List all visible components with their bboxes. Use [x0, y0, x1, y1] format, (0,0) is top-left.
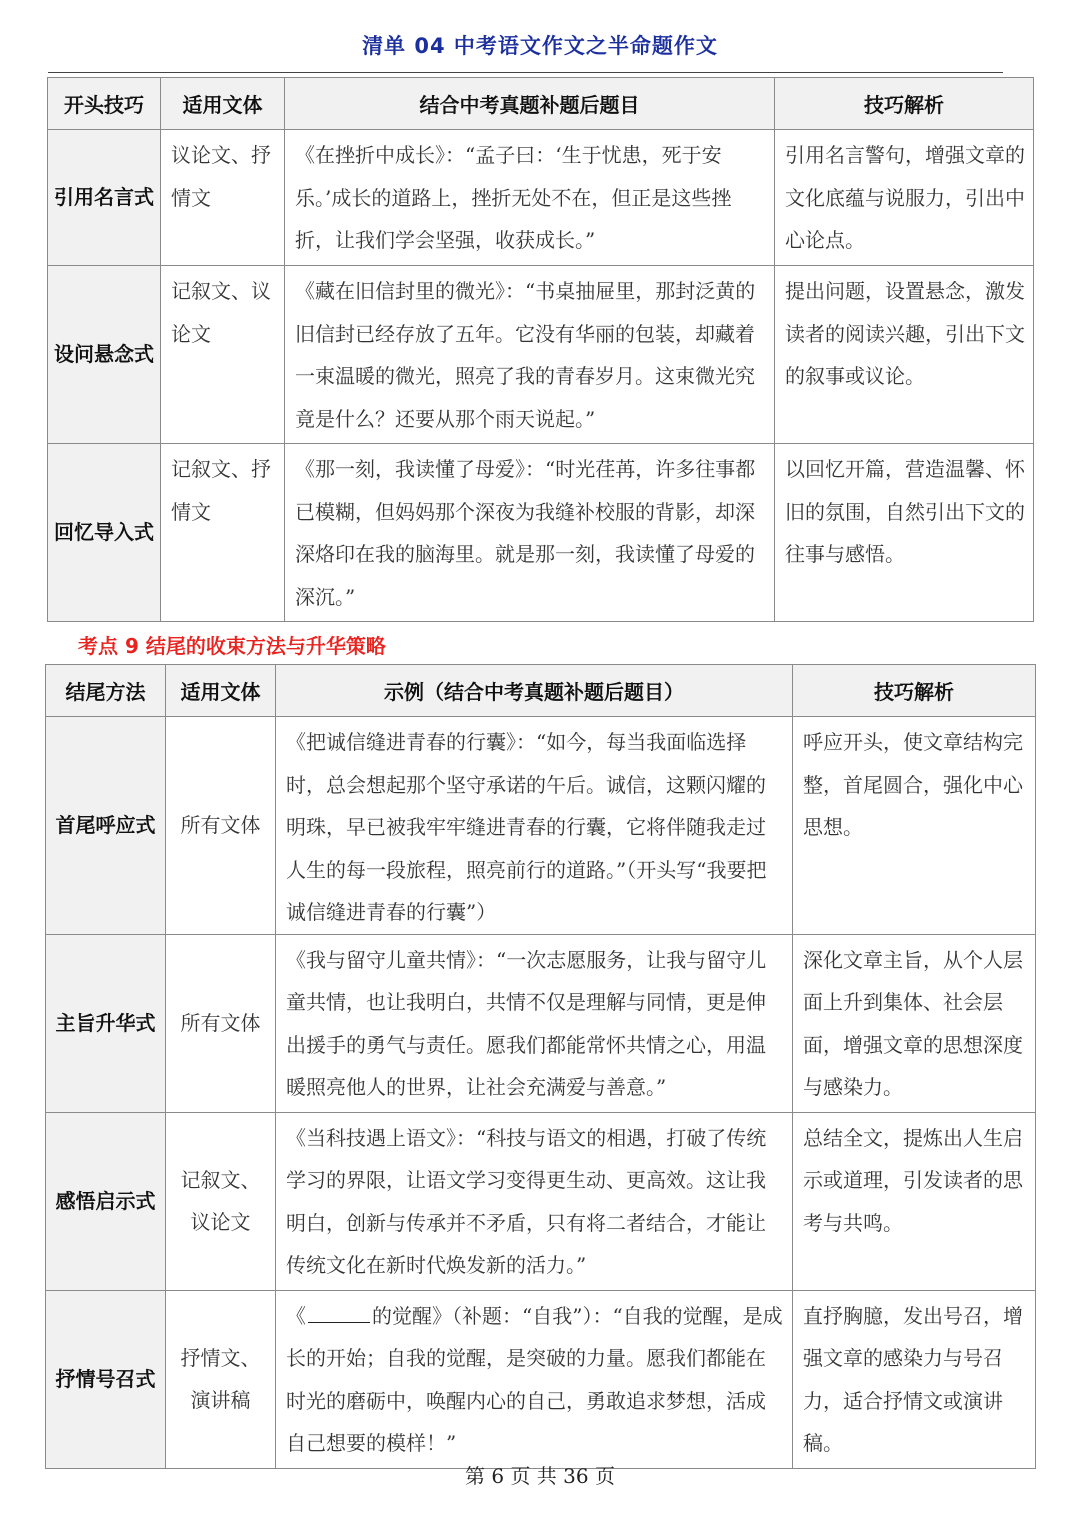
column-header: 适用文体: [166, 665, 276, 717]
genre-cell: 记叙文、抒情文: [161, 444, 285, 622]
column-header: 示例（结合中考真题补题后题目）: [276, 665, 793, 717]
example-cell: 《在挫折中成长》：“孟子曰：‘生于忧患，死于安乐。’成长的道路上，挫折无处不在，但正是这些挫折，让我们学会坚强，收获成长。”: [285, 130, 775, 266]
technique-name: 首尾呼应式: [46, 717, 166, 935]
technique-name: 抒情号召式: [46, 1290, 166, 1468]
page-number: 第 6 页 共 36 页: [465, 1464, 615, 1488]
genre-cell: 议论文、抒情文: [161, 130, 285, 266]
technique-name: 主旨升华式: [46, 934, 166, 1112]
table-header-row: [48, 78, 1034, 130]
genre-cell: 抒情文、演讲稿: [166, 1290, 276, 1468]
column-header: 适用文体: [161, 78, 285, 130]
example-cell: 《把诚信缝进青春的行囊》：“如今，每当我面临选择时，总会想起那个坚守承诺的午后。诚信，这颗闪耀的明珠，早已被我牢牢缝进青春的行囊，它将伴随我走过人生的每一段旅程，照亮前行的道路。”（开头写“我要把诚信缝进青春的行囊”）: [276, 717, 793, 935]
fill-in-blank: [308, 1300, 370, 1323]
genre-cell: 所有文体: [166, 934, 276, 1112]
table-row: [46, 1112, 1036, 1290]
column-header: 结合中考真题补题后题目: [285, 78, 775, 130]
analysis-cell: 深化文章主旨，从个人层面上升到集体、社会层面，增强文章的思想深度与感染力。: [793, 934, 1036, 1112]
technique-name: 设问悬念式: [48, 266, 161, 444]
table-row: [46, 717, 1036, 935]
page-title: 清单 04 中考语文作文之半命题作文: [362, 34, 718, 58]
example-cell: 《我与留守儿童共情》：“一次志愿服务，让我与留守儿童共情，也让我明白，共情不仅是理解与同情，更是伸出援手的勇气与责任。愿我们都能常怀共情之心，用温暖照亮他人的世界，让社会充满爱与善意。”: [276, 934, 793, 1112]
technique-name: 引用名言式: [48, 130, 161, 266]
example-prefix: 《: [286, 1303, 306, 1328]
analysis-cell: 呼应开头，使文章结构完整，首尾圆合，强化中心思想。: [793, 717, 1036, 935]
technique-name: 感悟启示式: [46, 1112, 166, 1290]
table-row: [46, 934, 1036, 1112]
column-header: 技巧解析: [775, 78, 1034, 130]
genre-cell: 记叙文、议论文: [161, 266, 285, 444]
genre-cell: 记叙文、议论文: [166, 1112, 276, 1290]
opening-techniques-table: [47, 77, 1034, 622]
table-row: [48, 130, 1034, 266]
example-cell: 《当科技遇上语文》：“科技与语文的相遇，打破了传统学习的界限，让语文学习变得更生动、更高效。这让我明白，创新与传承并不矛盾，只有将二者结合，才能让传统文化在新时代焕发新的活力。”: [276, 1112, 793, 1290]
ending-techniques-table: [45, 664, 1036, 1469]
table-header-row: [46, 665, 1036, 717]
section-heading: 考点 9 结尾的收束方法与升华策略: [78, 634, 386, 658]
example-cell: 《藏在旧信封里的微光》：“书桌抽屉里，那封泛黄的旧信封已经存放了五年。它没有华丽的包装，却藏着一束温暖的微光，照亮了我的青春岁月。这束微光究竟是什么？还要从那个雨天说起。”: [285, 266, 775, 444]
table-row: [48, 266, 1034, 444]
table-row: [48, 444, 1034, 622]
example-cell: [276, 1290, 793, 1468]
analysis-cell: 以回忆开篇，营造温馨、怀旧的氛围，自然引出下文的往事与感悟。: [775, 444, 1034, 622]
technique-name: 回忆导入式: [48, 444, 161, 622]
analysis-cell: 直抒胸臆，发出号召，增强文章的感染力与号召力，适合抒情文或演讲稿。: [793, 1290, 1036, 1468]
analysis-cell: 引用名言警句，增强文章的文化底蕴与说服力，引出中心论点。: [775, 130, 1034, 266]
analysis-cell: 提出问题，设置悬念，激发读者的阅读兴趣，引出下文的叙事或议论。: [775, 266, 1034, 444]
title-divider: [48, 72, 1003, 73]
example-rest: 的觉醒》（补题：“自我”）：“自我的觉醒，是成长的开始；自我的觉醒，是突破的力量。愿我们都能在时光的磨砺中，唤醒内心的自己，勇敢追求梦想，活成自己想要的模样！”: [286, 1303, 783, 1455]
column-header: 开头技巧: [48, 78, 161, 130]
genre-cell: 所有文体: [166, 717, 276, 935]
analysis-cell: 总结全文，提炼出人生启示或道理，引发读者的思考与共鸣。: [793, 1112, 1036, 1290]
example-cell: 《那一刻，我读懂了母爱》：“时光荏苒，许多往事都已模糊，但妈妈那个深夜为我缝补校服的背影，却深深烙印在我的脑海里。就是那一刻，我读懂了母爱的深沉。”: [285, 444, 775, 622]
column-header: 技巧解析: [793, 665, 1036, 717]
table-row: [46, 1290, 1036, 1468]
column-header: 结尾方法: [46, 665, 166, 717]
